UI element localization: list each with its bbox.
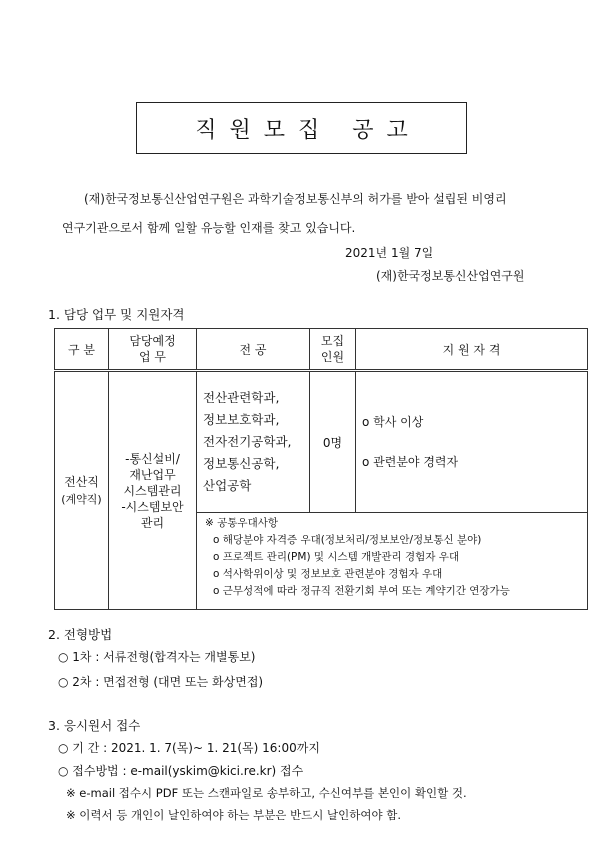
preference-item: o 프로젝트 관리(PM) 및 시스템 개발관리 경험자 우대	[213, 551, 460, 563]
header-qualification: 지 원 자 격	[356, 329, 588, 371]
division-line-2: (계약직)	[61, 492, 102, 506]
count-cell: 0명	[310, 371, 356, 513]
application-method: ○ 접수방법 : e-mail(yskim@kici.re.kr) 접수	[58, 764, 304, 778]
duty-line: 재난업무	[129, 467, 176, 482]
duty-line: -통신설비/	[125, 451, 180, 466]
header-duty-2: 업 무	[139, 350, 166, 364]
header-recruit-2: 인원	[320, 350, 345, 364]
preference-item: o 석사학위이상 및 정보보호 관련분야 경험자 우대	[213, 568, 443, 580]
table-header-row	[55, 329, 588, 371]
section1-heading: 1. 담당 업무 및 지원자격	[48, 307, 185, 322]
page-title: 직원모집 공고	[136, 102, 467, 154]
header-division: 구 분	[55, 329, 109, 371]
qualification-line: o 관련분야 경력자	[362, 455, 459, 469]
major-line: 전산관련학과,	[203, 390, 280, 405]
division-line-1: 전산직	[64, 474, 99, 489]
preferences-title: ※ 공통우대사항	[205, 517, 278, 529]
section2-heading: 2. 전형방법	[48, 627, 113, 642]
qualification-cell	[356, 371, 588, 513]
major-line: 산업공학	[203, 478, 252, 493]
major-line: 정보보호학과,	[203, 412, 280, 427]
division-cell	[55, 371, 109, 610]
preference-item: o 해당분야 자격증 우대(정보처리/정보보안/정보통신 분야)	[213, 534, 482, 546]
duty-line: 관리	[140, 515, 165, 530]
intro-line-1: (재)한국정보통신산업연구원은 과학기술정보통신부의 허가를 받아 설립된 비영리	[84, 192, 507, 206]
header-major: 전 공	[197, 329, 310, 371]
positions-table	[54, 328, 588, 610]
header-duty-1: 담당예정	[129, 334, 176, 348]
qualification-line: o 학사 이상	[362, 415, 424, 429]
screening-step: ○ 2차 : 면접전형 (대면 또는 화상면접)	[58, 675, 264, 689]
application-period: ○ 기 간 : 2021. 1. 7(목)~ 1. 21(목) 16:00까지	[58, 741, 320, 755]
major-line: 정보통신공학,	[203, 456, 280, 471]
section3-heading: 3. 응시원서 접수	[48, 718, 141, 733]
screening-step: ○ 1차 : 서류전형(합격자는 개별통보)	[58, 650, 256, 664]
duty-line: -시스템보안	[121, 499, 184, 514]
header-duty	[109, 329, 197, 371]
major-cell	[197, 371, 310, 513]
header-recruit	[310, 329, 356, 371]
major-line: 전자전기공학과,	[203, 434, 292, 449]
preference-item: o 근무성적에 따라 정규직 전환기회 부여 또는 계약기간 연장가능	[213, 585, 510, 597]
intro-line-2: 연구기관으로서 함께 일할 유능할 인재를 찾고 있습니다.	[62, 221, 356, 235]
organization-name: (재)한국정보통신산업연구원	[376, 269, 525, 283]
duty-cell	[109, 371, 197, 610]
duty-line: 시스템관리	[123, 483, 182, 498]
preferences-cell	[197, 513, 588, 610]
header-recruit-1: 모집	[320, 334, 345, 348]
application-note: ※ e-mail 접수시 PDF 또는 스캔파일로 송부하고, 수신여부를 본인이 확인할 것.	[66, 786, 467, 800]
table-row	[55, 371, 588, 513]
announce-date: 2021년 1월 7일	[345, 246, 434, 260]
application-note: ※ 이력서 등 개인이 날인하여야 하는 부분은 반드시 날인하여야 함.	[66, 808, 402, 822]
